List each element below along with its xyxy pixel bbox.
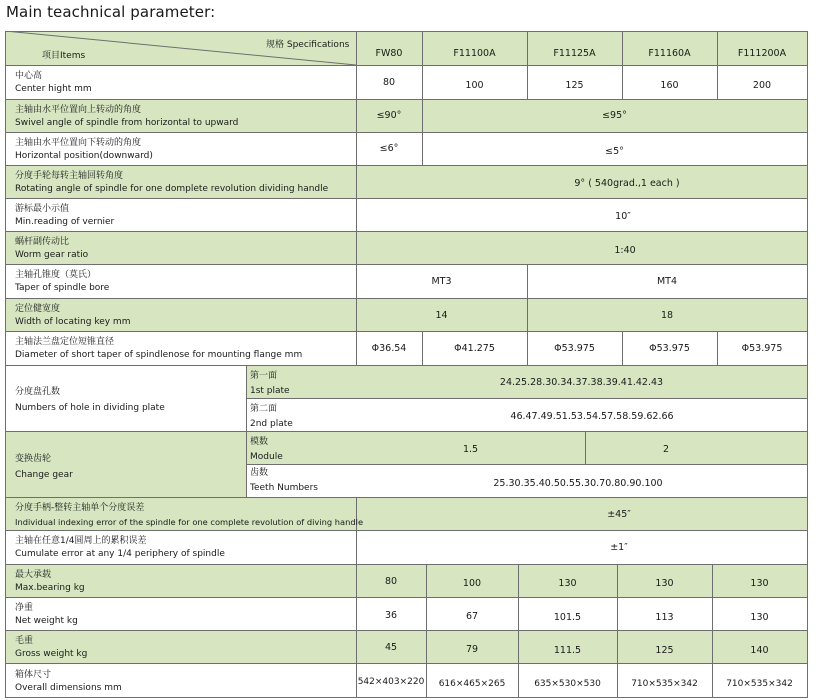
row-label-cn: 定位健宽度 (15, 304, 61, 314)
row-label-en: Width of locating key mm (15, 317, 131, 327)
value-cell: 200 (752, 80, 772, 91)
model-header: FW80 (375, 48, 403, 59)
row-label-en: Numbers of hole in dividing plate (15, 403, 165, 413)
items-label: 项目Items (42, 51, 86, 61)
row-label-en: Horizontal position(downward) (15, 151, 153, 161)
hline (246, 464, 808, 465)
row-label-cn: 变换齿轮 (15, 454, 52, 464)
page-title: Main teachnical parameter: (6, 3, 216, 21)
row-label-en: Individual indexing error of the spindle for one complete revolution of diving handle (15, 517, 364, 527)
row-label-cn: 分度盘孔数 (15, 387, 61, 397)
row-label-cn: 毛重 (15, 636, 34, 646)
sub-label-en: Module (250, 452, 283, 462)
hline (5, 198, 808, 199)
value-cell: 25.30.35.40.50.55.30.70.80.90.100 (493, 478, 663, 489)
value-cell: 130 (558, 578, 577, 589)
hline (5, 365, 808, 366)
value-cell: 36 (384, 610, 398, 621)
row-label-en: Worm gear ratio (15, 250, 89, 260)
value-cell: MT3 (431, 276, 452, 287)
hline (5, 264, 808, 265)
value-cell: 24.25.28.30.34.37.38.39.41.42.43 (499, 377, 664, 388)
value-cell: 100 (465, 80, 484, 91)
value-cell: 111.5 (553, 645, 582, 656)
sub-label-en: 1st plate (250, 386, 290, 396)
row-label-en: Diameter of short taper of spindlenose for mounting flange mm (15, 350, 303, 360)
hline (5, 231, 808, 232)
hline (5, 298, 808, 299)
value-cell: ±45″ (607, 509, 631, 520)
value-cell: MT4 (656, 276, 678, 287)
value-cell: 10″ (615, 211, 631, 222)
spec-label: 规格 Specifications (266, 40, 350, 50)
row-label-en: Rotating angle of spindle for one domplete revolution dividing handle (15, 184, 329, 194)
row-label-cn: 最大承载 (15, 570, 52, 580)
row-label-en: Taper of spindle bore (15, 283, 110, 293)
value-cell: Φ53.975 (741, 343, 783, 354)
hline (5, 697, 808, 698)
value-cell: 130 (655, 578, 674, 589)
row-label-en: Gross weight kg (15, 649, 88, 659)
hline (5, 331, 808, 332)
hline (5, 663, 808, 664)
value-cell: 2 (662, 444, 670, 455)
value-cell: 710×535×342 (726, 679, 793, 689)
hline (5, 165, 808, 166)
sub-label-cn: 第二面 (250, 404, 278, 414)
hline (5, 630, 808, 631)
row-label-cn: 箱体尺寸 (15, 670, 52, 680)
value-cell: ≤5° (605, 146, 624, 157)
sub-label-en: 2nd plate (250, 419, 293, 429)
row-label-en: Min.reading of vernier (15, 217, 115, 227)
value-cell: 1.5 (462, 444, 479, 455)
value-cell: ±1″ (610, 542, 628, 553)
hline (5, 431, 808, 432)
row-label-en: Cumulate error at any 1/4 periphery of spindle (15, 549, 225, 559)
value-cell: Φ41.275 (454, 343, 495, 354)
hline (5, 65, 808, 66)
value-cell: 45 (384, 642, 398, 653)
hline (5, 132, 808, 133)
hline (246, 398, 808, 399)
row-label-en: Net weight kg (15, 616, 78, 626)
value-cell: 14 (435, 310, 448, 321)
value-cell: ≤6° (379, 143, 399, 154)
sub-label-cn: 第一面 (250, 371, 278, 381)
row-label-en: Change gear (15, 470, 73, 480)
sub-label-en: Teeth Numbers (250, 483, 318, 493)
hline (5, 564, 808, 565)
model-header: F11100A (453, 48, 496, 59)
row-label-cn: 主轴由水平位置向下转动的角度 (15, 138, 142, 148)
row-label-cn: 主轴在任意1/4圆周上的累积误差 (15, 536, 147, 546)
row-label-cn: 净重 (15, 603, 34, 613)
value-cell: 79 (465, 644, 479, 655)
value-cell: 80 (382, 77, 396, 88)
row-label-en: Center hight mm (15, 84, 92, 94)
hline (5, 597, 808, 598)
value-cell: 130 (750, 578, 769, 589)
sub-label-cn: 模数 (250, 437, 269, 447)
value-cell: 101.5 (553, 612, 582, 623)
row-label-cn: 分度手柄-整转主轴单个分度误差 (15, 503, 145, 513)
value-cell: Φ53.975 (649, 343, 690, 354)
vline (5, 31, 6, 698)
row-label-en: Overall dimensions mm (15, 683, 122, 693)
sub-label-cn: 齿数 (250, 468, 269, 478)
row-label-en: Max.bearing kg (15, 583, 85, 593)
value-cell: 46.47.49.51.53.54.57.58.59.62.66 (510, 411, 674, 422)
value-cell: 710×535×342 (631, 679, 698, 689)
value-cell: 616×465×265 (438, 679, 506, 689)
value-cell: 67 (465, 611, 479, 622)
value-cell: 125 (565, 80, 584, 91)
model-header: F111200A (737, 48, 787, 59)
model-header: F11160A (648, 48, 691, 59)
value-cell: 125 (655, 645, 674, 656)
value-cell: 18 (660, 310, 674, 321)
hline (5, 497, 808, 498)
value-cell: Φ53.975 (554, 343, 595, 354)
value-cell: 542×403×220 (357, 677, 425, 687)
row-label-cn: 分度手轮每转主轴回转角度 (15, 171, 124, 181)
value-cell: 130 (750, 612, 769, 623)
vline (246, 365, 247, 497)
hline (5, 530, 808, 531)
row-label-cn: 蜗杆副传动比 (15, 237, 70, 247)
row-label-cn: 游标最小示值 (15, 204, 70, 214)
value-cell: 635×530×530 (534, 679, 601, 689)
vline (807, 31, 808, 698)
value-cell: Φ36.54 (371, 343, 407, 354)
value-cell: 9° ( 540grad.,1 each ) (574, 178, 680, 189)
value-cell: 140 (750, 645, 769, 656)
value-cell: 113 (655, 612, 674, 623)
value-cell: 80 (384, 576, 398, 587)
row-label-en: Swivel angle of spindle from horizontal to upward (15, 118, 239, 128)
row-label-cn: 主轴孔锥度（莫氏） (15, 270, 97, 280)
value-cell: ≤95° (602, 110, 627, 121)
value-cell: ≤90° (376, 110, 402, 121)
value-cell: 1:40 (614, 245, 636, 256)
value-cell: 160 (660, 80, 679, 91)
row-label-cn: 主轴由水平位置向上转动的角度 (15, 105, 142, 115)
model-header: F11125A (553, 48, 596, 59)
hline (5, 99, 808, 100)
row-label-cn: 中心高 (15, 71, 43, 81)
value-cell: 100 (462, 578, 482, 589)
row-label-cn: 主轴法兰盘定位短锥直径 (15, 337, 115, 347)
